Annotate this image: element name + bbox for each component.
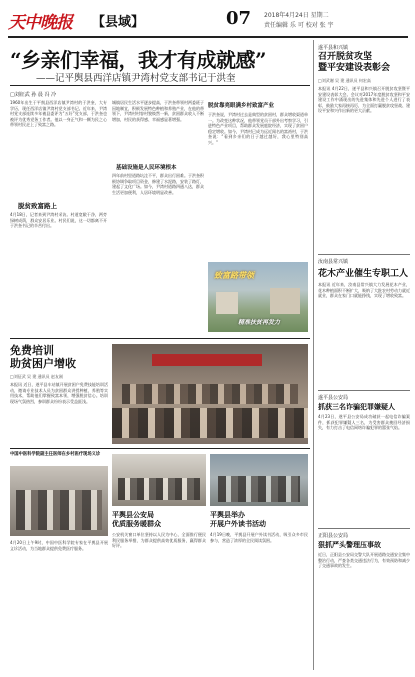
police-service-desk [118,478,200,500]
lead-headline: “乡亲们幸福，我才有成就感” [10,48,267,72]
page-number: 07 [226,8,252,29]
ping-body: 公安机关窗口单位坚持以人民为中心，全面推行便民利民服务举措，为群众提供高效优质服务，赢得群众好评。 [112,532,206,549]
police-kicker: 遂平县公安局 [318,395,349,401]
training-crowd-row-2 [112,408,308,438]
mid-body: 于洪奎说，尹湾村过去是典型的贫困村，群众增收渠道单一。为改变这种状况，他带领党员干部外出考察学习，引进特色产业项目，帮助群众发展庭院经济，实现了贫困户稳定增收。如今，尹湾村已成为远近闻名的富裕村，于洪奎说：“看到乡亲们的日子越过越好，我心里特别高兴。” [208,112,308,145]
right-divider-3 [318,528,410,529]
date-line: 2018年4月24日 星期二 [264,12,329,19]
lead-divider [10,85,310,86]
zhengyang-body: 近日，正阳县公安局交警大队开展道路交通安全集中整治行动，严查各类交通违法行为，有效预防和减少了交通事故的发生。 [318,552,410,569]
lead-col2-text: 城镇居民生活水平逐步提高，于洪奎带领村两委班子因地制宜，积极发展特色种植和养殖产业，在他的带领下，尹湾村村容村貌焕然一新，贫困群众收入不断增加，村民的获得感、幸福感显著增强。 [112,100,204,122]
masthead [8,6,408,34]
ping-headline: 平舆县公安局 优质服务暖群众 [112,510,161,528]
medical-people [16,490,102,530]
lead-para-2: 4月18日，记者来到尹湾村采访。村道宽敞干净，两旁绿树成荫，群众安居乐业。村民们说，这一切都离不开于洪奎书记的辛苦付出。 [10,212,107,229]
lead-subhead-1: 脱贫致富路上 [18,202,57,210]
photo-caption-body: 4月20日上午9时，中国中医科学院专家在平舆县开展义诊活动，为当地群众提供免费医疗服务。 [10,540,108,551]
medical-photo [10,466,108,536]
right-body-1: 本报讯 4月22日，遂平县和兴镇召开脱贫攻坚暨平安建设表彰大会。会议对2017年度脱贫攻坚和平安建设工作中涌现出的先进集体和先进个人进行了表彰，鼓励大家再接再厉，为全面打赢脱贫攻坚战、建设平安和兴作出新的更大贡献。 [318,86,410,114]
photo-caption-title: 中国中医科学院副主任医师在乡村医疗现场义诊 [10,452,101,457]
right-kicker-1: 遂平县和兴镇 [318,45,349,51]
column-separator [313,40,314,670]
training-headline: 免费培训 助贫困户增收 [10,344,76,370]
row-divider-2 [10,448,310,449]
training-byline: □刘征武 吴 建 通讯员 赵友刚 [10,374,63,379]
banner-building-1 [216,292,238,314]
right-body-2: 本报讯 近年来，汝南县常兴镇大力发展花木产业，花木种植面积不断扩大，吸纳了大批农村劳动力就近就业，群众在家门口就能挣钱，实现了增收致富。 [318,282,410,299]
training-photo [112,344,308,444]
factory-workers [218,476,300,502]
editor-line: 责任编辑 乐 可 校对 张 宇 [264,22,334,29]
lead-byline: □刘征武 孙 晨 冯 冷 [10,92,57,98]
right-headline-2: 花木产业催生专职工人 [318,269,409,279]
right-divider-2 [318,390,410,391]
mid-headline: 脱贫靠亮眼满乡村致富产业 [208,103,275,109]
lead-subhead-2: 基础设施是人民环境根本 [116,165,177,171]
lead-subheadline: ——记平舆县西洋店镇尹湾村党支部书记于洪奎 [36,73,236,84]
banner-subtitle: 精准扶贫再发力 [238,319,281,326]
lead-col2-text-b: 四年前村里道路坑洼不平，群众出行困难。于洪奎积极协调争取项目资金，修建了水泥路，安装了路灯，建起了文化广场。如今，尹湾村道路四通八达，群众生活更加便利，人居环境明显改善。 [112,173,204,195]
right-headline-1: 召开脱贫攻坚 暨平安建设表彰会 [318,52,391,73]
masthead-rule [8,36,408,38]
row-divider [10,338,310,339]
police-headline: 抓获三名诈骗犯罪嫌疑人 [318,402,395,411]
factory-headline: 平舆县举办 开展户外读书活动 [210,510,266,528]
zhengyang-kicker: 正阳县公安局 [318,533,349,539]
police-service-photo [112,454,206,506]
right-divider-1 [318,254,410,255]
village-banner-photo [208,262,308,332]
right-byline-1: □刘武谢 吴 建 通讯员 何宏高 [318,78,371,83]
right-kicker-2: 汝南县常兴镇 [318,259,349,265]
training-banner [152,354,262,366]
banner-title: 致富路带领 [214,270,254,280]
factory-photo [210,454,308,506]
banner-building-2 [270,288,300,314]
section-label: 【县域】 [92,15,145,30]
factory-body: 4月19日晚，平舆县开展户外读书活动，吸引众多市民参与，营造了浓厚的全民阅读氛围。 [210,532,308,543]
zhengyang-headline: 狠抓严头警理压事故 [318,540,381,549]
police-body: 4月23日，遂平县公安局成功破获一起电信诈骗案件，抓获犯罪嫌疑人三名，为受害群众挽回经济损失，有力打击了电信网络诈骗犯罪的嚣张气焰。 [318,414,410,431]
paper-name: 天中晚报 [8,13,72,33]
training-body: 本报讯 近日，遂平县车站镇开展贫困户免费技能培训活动，邀请专业技术人员为贫困群众讲授种植、养殖等实用技术，帮助他们掌握致富本领，增强脱贫信心。培训现场气氛热烈，参训群众纷纷表示受益匪浅。 [10,382,108,404]
lead-para-1: 1960年出生于平舆县西洋店镇尹湾村的于洪奎，大专学历，现任西洋店镇尹湾村党支部书记。近年来，尹湾村党支部连续多年被县委评为“五好”党支部，于洪奎也被评为优秀党务工作者。他以一身正气和一颗为民之心带领村民走上了致富之路。 [10,100,107,128]
training-crowd-row-1 [122,384,298,404]
